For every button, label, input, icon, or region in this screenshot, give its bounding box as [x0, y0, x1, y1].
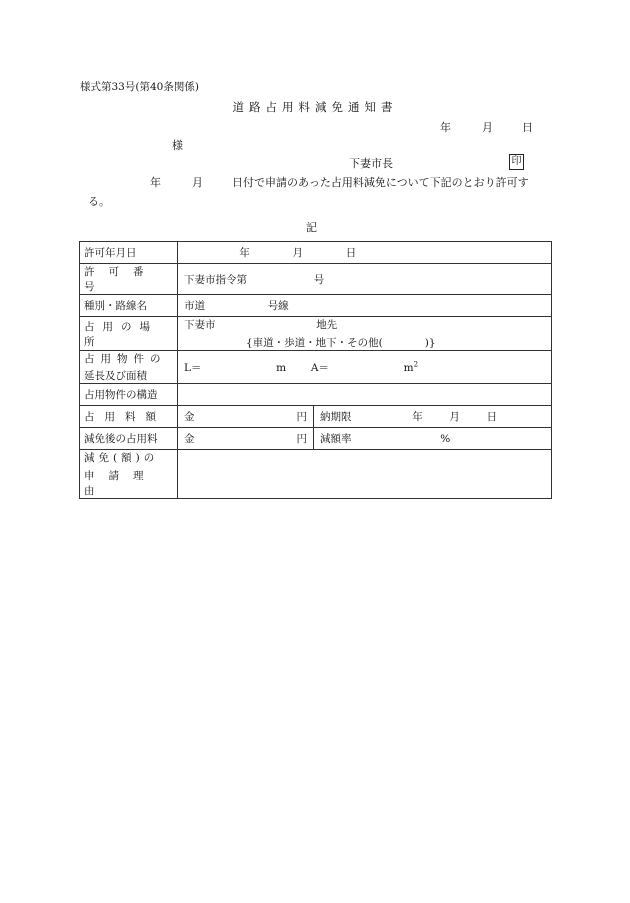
- body-line-1: [150, 177, 529, 188]
- place-label: 占用の場所: [80, 317, 178, 351]
- table-row: [80, 384, 552, 406]
- permit-number-label: 許可番号: [80, 264, 178, 295]
- details-table: [79, 241, 552, 499]
- permit-date-label: 許可年月日: [80, 242, 178, 264]
- table-row: [80, 450, 552, 499]
- table-row: [80, 351, 552, 384]
- structure-value: [178, 384, 552, 406]
- table-row: [80, 428, 552, 450]
- document-title: 道路占用料減免通知書: [232, 100, 398, 114]
- issue-date-year: 年: [440, 121, 451, 134]
- road-type-label: 種別・路線名: [80, 295, 178, 317]
- body-line-2: る。: [88, 195, 110, 208]
- issue-date-month: 月: [482, 121, 493, 134]
- body-year: 年: [150, 176, 161, 189]
- form-number: 様式第33号(第40条関係): [80, 81, 199, 93]
- ki-heading: 記: [306, 221, 317, 234]
- body-text: 日付で申請のあった占用料減免について下記のとおり許可す: [232, 176, 529, 189]
- fee-value: 金 円: [178, 406, 314, 428]
- issuer-name: 下妻市長: [349, 157, 393, 170]
- deadline-value: 納期限 年 月 日: [314, 406, 552, 428]
- issue-date-day: 日: [522, 121, 533, 134]
- after-fee-value: 金 円: [178, 428, 314, 450]
- body-month: 月: [192, 176, 203, 189]
- road-type-value: 市道 号線: [178, 295, 552, 317]
- after-fee-label: 減免後の占用料: [80, 428, 178, 450]
- place-value: 下妻市 地先 {車道・歩道・地下・その他( )}: [178, 317, 552, 351]
- permit-date-value: 年 月 日: [178, 242, 552, 264]
- addressee-suffix: 様: [172, 139, 183, 152]
- table-row: [80, 317, 552, 351]
- extension-value: L＝ m $A= m^2$: [178, 351, 552, 384]
- issue-date: [440, 122, 533, 133]
- reason-value: [178, 450, 552, 499]
- seal-box: 印: [509, 154, 524, 170]
- structure-label: 占用物件の構造: [80, 384, 178, 406]
- table-row: [80, 295, 552, 317]
- table-row: [80, 406, 552, 428]
- reduction-rate-value: 減額率 %: [314, 428, 552, 450]
- table-row: [80, 242, 552, 264]
- reason-label: 減免(額)の 申請理由: [80, 450, 178, 499]
- permit-number-value: 下妻市指令第 号: [178, 264, 552, 295]
- table-row: [80, 264, 552, 295]
- extension-label: 占用物件の 延長及び面積: [80, 351, 178, 384]
- fee-label: 占用料額: [80, 406, 178, 428]
